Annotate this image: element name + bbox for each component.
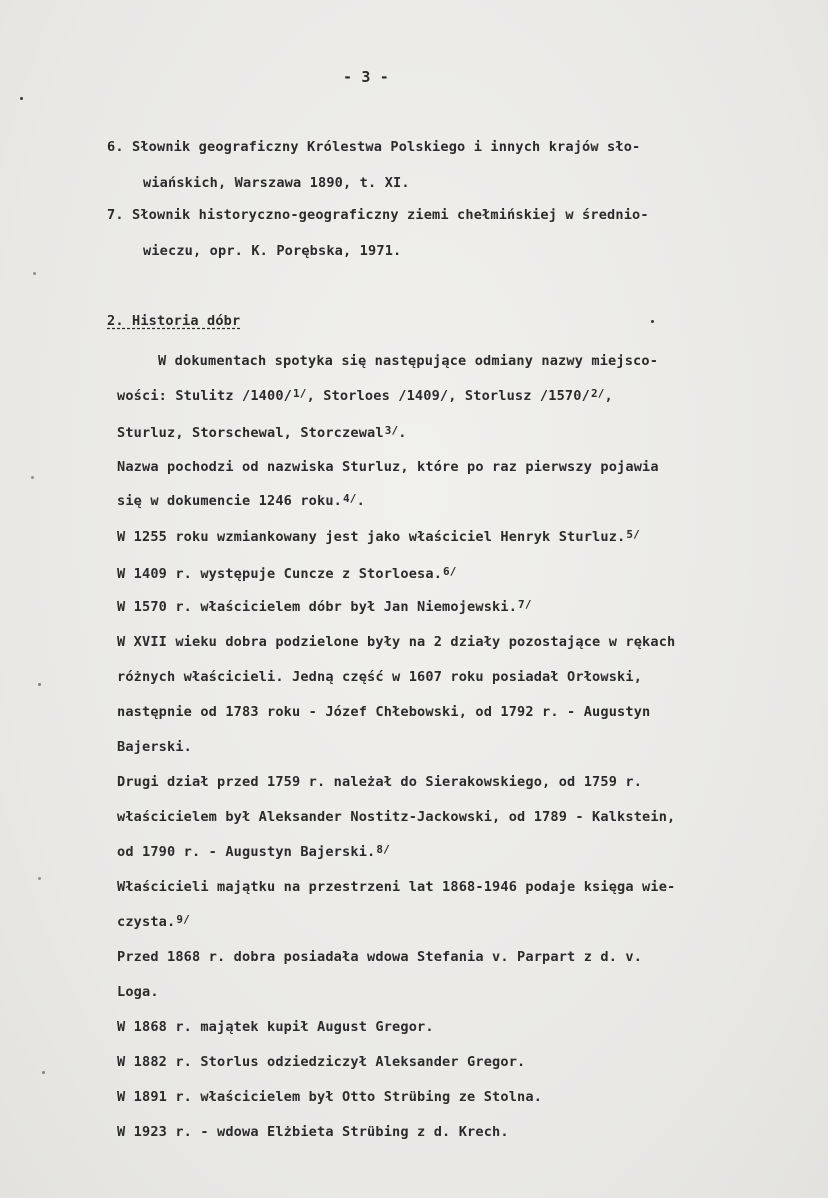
body-line: następnie od 1783 roku - Józef Chłebowski, od 1792 r. - Augustyn bbox=[117, 704, 651, 720]
body-line: W dokumentach spotyka się następujące odmiany nazwy miejsco- bbox=[158, 353, 659, 369]
section-heading: 2. Historia dóbr bbox=[107, 313, 241, 329]
footnote-ref: 8/ bbox=[376, 843, 390, 856]
footnote-ref: 1/ bbox=[293, 387, 307, 400]
scan-speck bbox=[651, 320, 654, 323]
body-line: W 1891 r. właścicielem był Otto Strübing ze Stolna. bbox=[117, 1089, 543, 1105]
footnote-ref: 5/ bbox=[626, 528, 640, 541]
scan-speck bbox=[42, 1071, 45, 1074]
body-line: wości: Stulitz /1400/$^{1/}$, Storloes /1409/, Storlusz /1570/$^{2/}$, bbox=[117, 387, 613, 404]
body-line: Sturluz, Storschewal, Storczewal$^{3/}$. bbox=[117, 424, 407, 441]
body-line: W 1255 roku wzmiankowany jest jako właściciel Henryk Sturluz.$^{5/}$ bbox=[117, 528, 640, 545]
body-line: Nazwa pochodzi od nazwiska Sturluz, które po raz pierwszy pojawia bbox=[117, 459, 659, 475]
body-line: W XVII wieku dobra podzielone były na 2 działy pozostające w rękach bbox=[117, 634, 676, 650]
scan-speck bbox=[20, 97, 23, 100]
scan-speck bbox=[33, 272, 36, 275]
footnote-ref: 2/ bbox=[590, 387, 605, 400]
reference-6-line-1: 6. Słownik geograficzny Królestwa Polskiego i innych krajów sło- bbox=[107, 139, 641, 155]
body-line: czysta.$^{9/}$ bbox=[117, 913, 190, 930]
footnote-ref: 3/ bbox=[384, 424, 399, 437]
footnote-ref: 6/ bbox=[443, 565, 457, 578]
body-line: Właścicieli majątku na przestrzeni lat 1868-1946 podaje księga wie- bbox=[117, 879, 676, 895]
body-line: W 1409 r. występuje Cuncze z Storloesa.$^{6/}$ bbox=[117, 565, 457, 582]
body-line: od 1790 r. - Augustyn Bajerski.$^{8/}$ bbox=[117, 843, 390, 860]
body-line: W 1882 r. Storlus odziedziczył Aleksander Gregor. bbox=[117, 1054, 526, 1070]
footnote-ref: 4/ bbox=[343, 492, 357, 505]
scan-speck bbox=[31, 476, 34, 479]
body-line: Loga. bbox=[117, 984, 159, 1000]
scan-speck bbox=[38, 683, 41, 686]
body-line: Drugi dział przed 1759 r. należał do Sierakowskiego, od 1759 r. bbox=[117, 774, 643, 790]
body-line: W 1570 r. właścicielem dóbr był Jan Niemojewski.$^{7/}$ bbox=[117, 598, 532, 615]
body-line: różnych właścicieli. Jedną część w 1607 roku posiadał Orłowski, bbox=[117, 669, 643, 685]
reference-7-line-1: 7. Słownik historyczno-geograficzny ziemi chełmińskiej w średnio- bbox=[107, 207, 649, 223]
page-number: - 3 - bbox=[343, 68, 389, 86]
body-line: W 1923 r. - wdowa Elżbieta Strübing z d. Krech. bbox=[117, 1124, 509, 1140]
body-line: się w dokumencie 1246 roku.$^{4/}$. bbox=[117, 492, 365, 509]
body-line: Bajerski. bbox=[117, 739, 193, 755]
footnote-ref: 9/ bbox=[176, 913, 190, 926]
reference-6-line-2: wiańskich, Warszawa 1890, t. XI. bbox=[143, 175, 410, 191]
scan-speck bbox=[38, 877, 41, 880]
footnote-ref: 7/ bbox=[518, 598, 532, 611]
body-line: właścicielem był Aleksander Nostitz-Jackowski, od 1789 - Kalkstein, bbox=[117, 809, 676, 825]
body-line: Przed 1868 r. dobra posiadała wdowa Stefania v. Parpart z d. v. bbox=[117, 949, 643, 965]
reference-7-line-2: wieczu, opr. K. Porębska, 1971. bbox=[143, 243, 402, 259]
body-line: W 1868 r. majątek kupił August Gregor. bbox=[117, 1019, 434, 1035]
